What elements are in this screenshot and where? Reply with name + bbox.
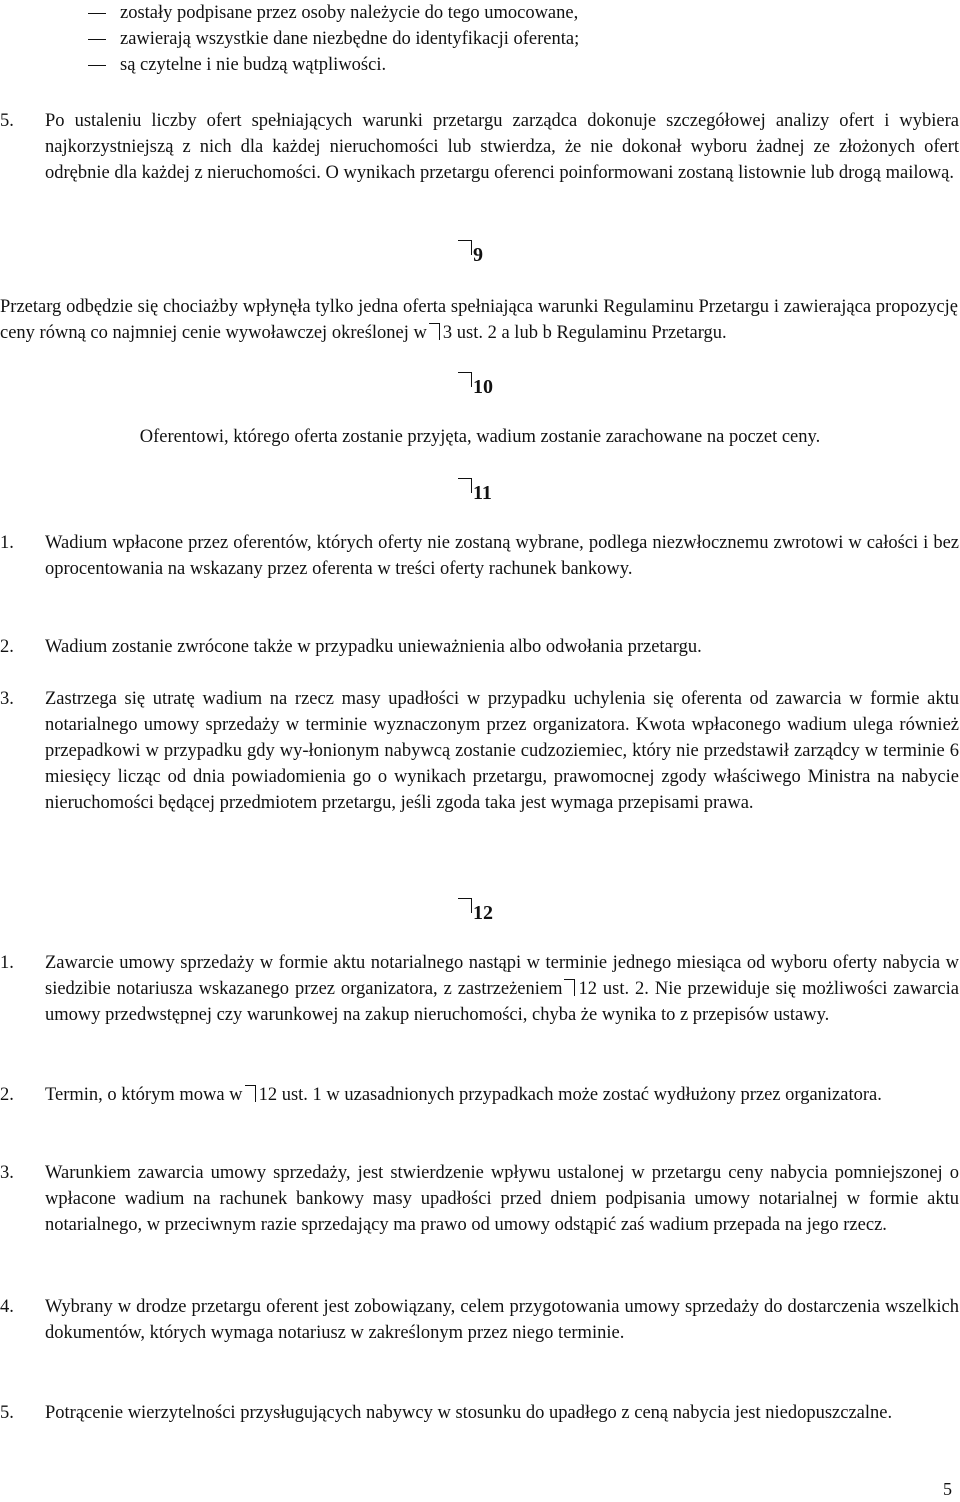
item-number: 2.	[0, 637, 14, 657]
section-sign-icon	[458, 898, 472, 913]
dash-item	[88, 0, 848, 26]
item-number: 5.	[0, 111, 14, 131]
dash-bullet-icon	[88, 39, 106, 40]
numbered-item	[0, 686, 960, 816]
item-number: 3.	[0, 689, 14, 709]
numbered-item	[0, 634, 960, 660]
section-sign-icon	[458, 240, 472, 255]
item-number: 2.	[0, 1085, 14, 1105]
item-text: Po ustaleniu liczby ofert spełniających warunki przetargu zarządca dokonuje szczegółowej analizy ofert i wybiera najkorzystniejszą z nich dla każdej nieruchomości lub stwierdza, że nie dokonał wyboru żadnej ze złożonych ofert odrębnie dla każdej z nieruchomości. O wynikach przetargu oferenci poinformowani zostaną listownie lub drogą mailową.	[45, 111, 959, 183]
section-number: 12	[473, 902, 493, 924]
item-number: 1.	[0, 533, 14, 553]
section-number: 10	[473, 376, 493, 398]
section-number: 9	[473, 244, 483, 266]
numbered-item	[0, 530, 960, 582]
paragraph-text: 3 ust. 2 a lub b Regulaminu Przetargu.	[442, 323, 727, 343]
section-10-paragraph: Oferentowi, którego oferta zostanie przyjęta, wadium zostanie zarachowane na poczet ceny.	[139, 427, 821, 447]
item-text: Wadium zostanie zwrócone także w przypadku unieważnienia albo odwołania przetargu.	[45, 637, 702, 657]
numbered-item	[0, 1082, 960, 1108]
item-text	[45, 950, 959, 1028]
section-sign-icon	[429, 323, 440, 340]
numbered-item	[0, 1160, 960, 1238]
item-text: Wybrany w drodze przetargu oferent jest zobowiązany, celem przygotowania umowy sprzedaży do dostarczenia wszelkich dokumentów, których wymaga notariusz w zakreślonym przez niego terminie.	[45, 1297, 959, 1343]
numbered-item	[0, 1294, 960, 1346]
item-number: 1.	[0, 953, 14, 973]
dash-item-text: zawierają wszystkie dane niezbędne do identyfikacji oferenta;	[120, 29, 580, 49]
item-number: 5.	[0, 1403, 14, 1423]
section-sign-icon	[564, 979, 575, 996]
section-sign-icon	[245, 1085, 256, 1102]
paragraph-text: Przetarg odbędzie się chociażby wpłynęła tylko jedna oferta spełniająca warunki Regulaminu Przetargu i zawierająca propozycję ceny równą co najmniej cenie wywoławczej określonej w	[0, 297, 958, 343]
item-number: 4.	[0, 1297, 14, 1317]
numbered-item	[0, 950, 960, 1028]
section-sign-icon	[458, 478, 472, 493]
dash-bullet-icon	[88, 65, 106, 66]
item-number: 3.	[0, 1163, 14, 1183]
item-text-part: 12 ust. 1 w uzasadnionych przypadkach może zostać wydłużony przez organizatora.	[258, 1085, 882, 1105]
item-text	[45, 1082, 959, 1108]
numbered-item-5	[0, 108, 960, 186]
dash-item-text: są czytelne i nie budzą wątpliwości.	[120, 55, 387, 75]
item-text-part: Termin, o którym mowa w	[45, 1085, 243, 1105]
dash-item	[88, 52, 848, 78]
item-text: Warunkiem zawarcia umowy sprzedaży, jest stwierdzenie wpływu ustalonej w przetargu ceny nabycia pomniejszonej o wpłacone wadium na rachunek bankowy masy upadłości przed dniem podpisania umowy notarialnej w formie aktu notarialnego, w przeciwnym razie sprzedający ma prawo od umowy odstąpić zaś wadium przepada na jego rzecz.	[45, 1163, 959, 1235]
item-text: Potrącenie wierzytelności przysługujących nabywcy w stosunku do upadłego z ceną nabycia jest niedopuszczalne.	[45, 1403, 893, 1423]
dash-item-text: zostały podpisane przez osoby należycie do tego umocowane,	[120, 3, 579, 23]
item-text: Zastrzega się utratę wadium na rzecz masy upadłości w przypadku uchylenia się oferenta od zawarcia w formie aktu notarialnego umowy sprzedaży w terminie wyznaczonym przez organizatora. Kwota wpłaconego wadium ulega również przepadkowi w przypadku gdy wy-łonionym nabywcą zostanie cudzoziemiec, który nie przedstawił zarządcy w terminie 6 miesięcy licząc od dnia powiadomienia go o wynikach przetargu, prawomocnej zgody właściwego Ministra na nabycie nieruchomości będącej przedmiotem przetargu, jeśli zgoda taka jest wymaga przepisami prawa.	[45, 689, 959, 813]
item-text: Wadium wpłacone przez oferentów, których oferty nie zostaną wybrane, podlega niezwłocznemu zwrotowi w całości i bez oprocentowania na wskazany przez oferenta w treści oferty rachunek bankowy.	[45, 533, 959, 579]
section-sign-icon	[458, 372, 472, 387]
item-text-part: Zawarcie umowy sprzedaży w formie aktu notarialnego nastąpi w terminie jednego miesiąca od wyboru oferty nabycia w siedzibie notariusza wskazanego przez organizatora, z zastrzeżeniem	[45, 953, 959, 999]
page-number: 5	[943, 1479, 952, 1499]
dash-list	[88, 0, 848, 78]
section-9-paragraph	[0, 294, 958, 346]
numbered-item	[0, 1400, 960, 1426]
item-text-part: 12 ust. 2. Nie przewiduje się możliwości zawarcia umowy przedwstępnej czy warunkowej na zakup nieruchomości, chyba że wynika to z przepisów ustawy.	[45, 979, 959, 1025]
section-number: 11	[473, 482, 492, 504]
dash-bullet-icon	[88, 13, 106, 14]
dash-item	[88, 26, 848, 52]
